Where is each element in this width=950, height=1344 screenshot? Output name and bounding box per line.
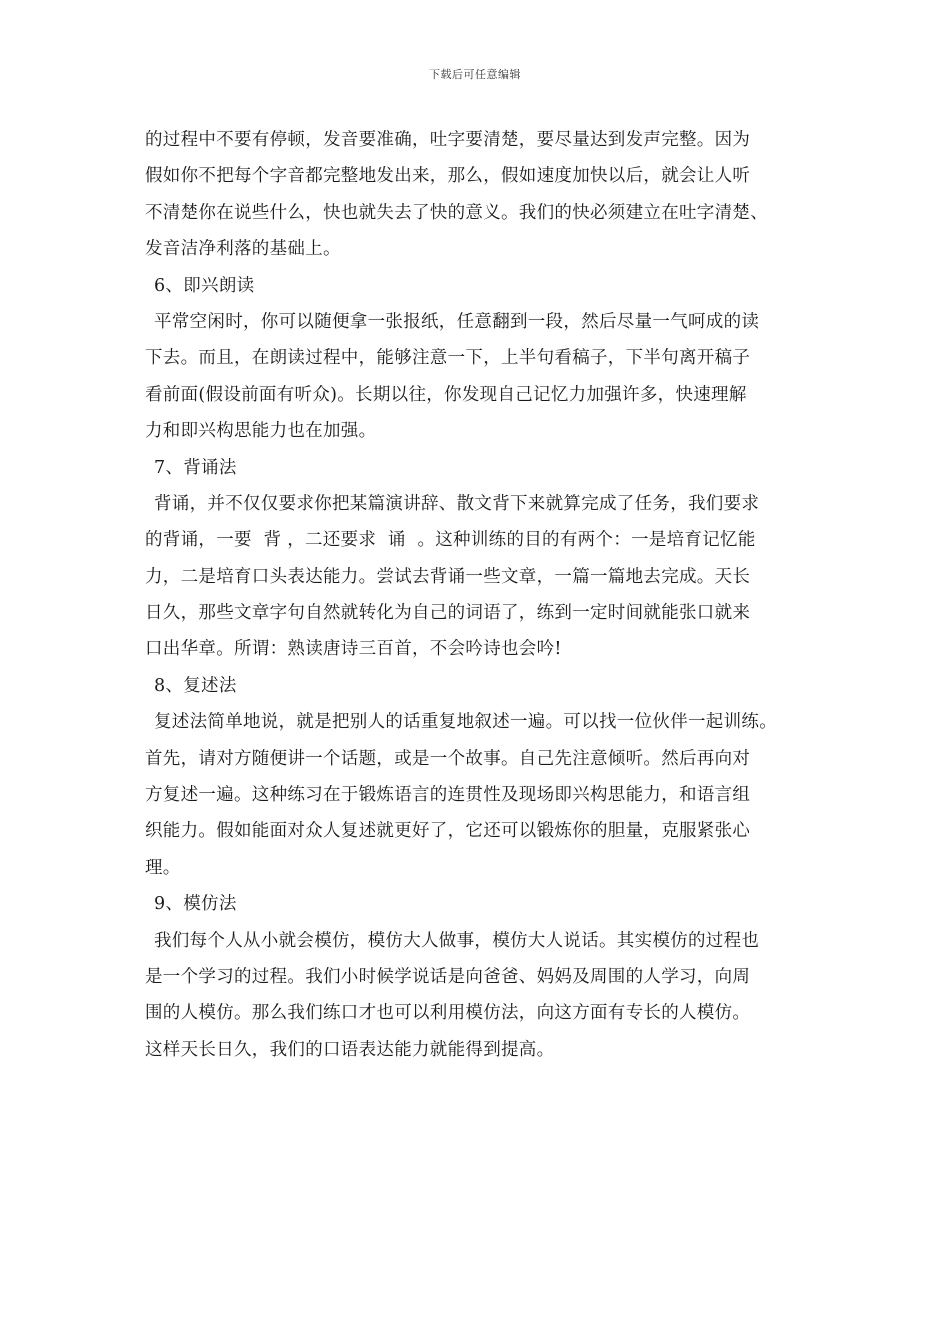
text-line: 力和即兴构思能力也在加强。 <box>145 421 377 442</box>
text-line: 背诵，并不仅仅要求你把某篇演讲辞、散文背下来就算完成了任务，我们要求 <box>154 493 760 514</box>
text-line: 发音洁净利落的基础上。 <box>145 239 341 260</box>
text-line: 复述法简单地说，就是把别人的话重复地叙述一遍。可以找一位伙伴一起训练。 <box>154 712 777 733</box>
section-heading-7: 7、背诵法 <box>154 457 237 478</box>
text-line: 口出华章。所谓：熟读唐诗三百首，不会吟诗也会吟! <box>145 639 562 660</box>
text-line: 力，二是培育口头表达能力。尝试去背诵一些文章，一篇一篇地去完成。天长 <box>145 566 751 587</box>
text-line: 这样天长日久，我们的口语表达能力就能得到提高。 <box>145 1039 555 1060</box>
text-line: 下去。而且，在朗读过程中，能够注意一下，上半句看稿子，下半句离开稿子 <box>145 348 751 369</box>
text-line: 理。 <box>145 857 181 878</box>
text-line: 织能力。假如能面对众人复述就更好了，它还可以锻炼你的胆量，克服紧张心 <box>145 821 751 842</box>
document-body <box>145 122 825 1068</box>
text-line: 看前面(假设前面有听众)。长期以往，你发现自己记忆力加强许多，快速理解 <box>145 384 747 405</box>
text-line: 围的人模仿。那么我们练口才也可以利用模仿法，向这方面有专长的人模仿。 <box>145 1003 751 1024</box>
text-line: 日久，那些文章字句自然就转化为自己的词语了，练到一定时间就能张口就来 <box>145 603 751 624</box>
section-heading-6: 6、即兴朗读 <box>154 275 255 296</box>
text-line: 是一个学习的过程。我们小时候学说话是向爸爸、妈妈及周围的人学习，向周 <box>145 966 751 987</box>
section-heading-9: 9、模仿法 <box>154 894 237 915</box>
section-heading-8: 8、复述法 <box>154 675 237 696</box>
text-line: 不清楚你在说些什么，快也就失去了快的意义。我们的快必须建立在吐字清楚、 <box>145 202 768 223</box>
text-line: 方复述一遍。这种练习在于锻炼语言的连贯性及现场即兴构思能力，和语言组 <box>145 785 751 806</box>
page-header: 下载后可任意编辑 <box>429 68 521 81</box>
text-line: 首先，请对方随便讲一个话题，或是一个故事。自己先注意倾听。然后再向对 <box>145 748 751 769</box>
text-line: 的背诵，一要 背 ，二还要求 诵 。这种训练的目的有两个：一是培育记忆能 <box>145 530 756 551</box>
text-line: 平常空闲时，你可以随便拿一张报纸，任意翻到一段，然后尽量一气呵成的读 <box>154 311 760 332</box>
text-line: 我们每个人从小就会模仿，模仿大人做事，模仿大人说话。其实模仿的过程也 <box>154 930 760 951</box>
text-line: 的过程中不要有停顿，发音要准确，吐字要清楚，要尽量达到发声完整。因为 <box>145 130 751 150</box>
text-line: 假如你不把每个字音都完整地发出来，那么，假如速度加快以后，就会让人听 <box>145 166 751 187</box>
